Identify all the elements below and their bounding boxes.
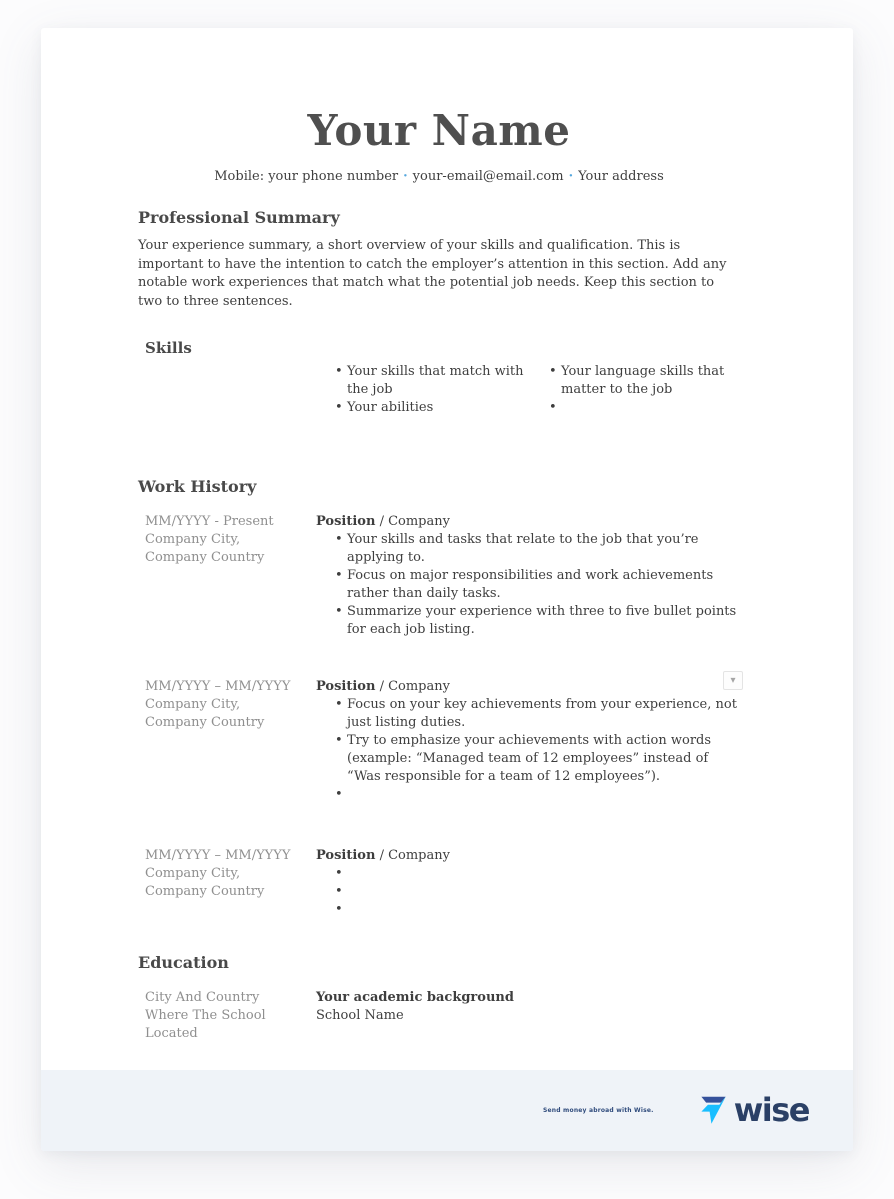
entry-position-line xyxy=(316,847,740,865)
section-title-education: Education xyxy=(138,953,229,972)
work-entry xyxy=(138,847,740,919)
skills-list-primary xyxy=(316,363,530,417)
resume-page xyxy=(41,28,853,1151)
contact-mobile: Mobile: your phone number xyxy=(214,169,399,184)
work-entry xyxy=(138,675,740,804)
bullet-item: • Summarize your experience with three to five bullet points for each job listing. xyxy=(347,603,740,639)
entry-bullets xyxy=(316,865,740,919)
contact-address: Your address xyxy=(578,169,664,184)
entry-position: Position xyxy=(316,514,376,529)
entry-dates: MM/YYYY – MM/YYYY xyxy=(145,848,291,863)
entry-location: Company City, Company Country xyxy=(145,697,265,730)
entry-position: Position xyxy=(316,679,376,694)
entry-location: Company City, Company Country xyxy=(145,532,265,565)
contact-separator-dot: · xyxy=(568,169,574,184)
bullet-item: • Try to emphasize your achievements with action words (example: “Managed team of 12 employees” instead of “Was responsible for a team of 12 employees”). xyxy=(347,732,740,786)
skills-item: • Your skills that match with the job xyxy=(347,363,530,399)
page-footer xyxy=(41,1070,853,1151)
contact-email: your-email@email.com xyxy=(412,169,564,184)
wise-wordmark: wise xyxy=(733,1091,809,1129)
education-location: City And Country Where The School Located xyxy=(145,990,266,1041)
education-entry xyxy=(138,989,740,1043)
bullet-item: • Focus on major responsibilities and work achievements rather than daily tasks. xyxy=(347,567,740,603)
resume-name: Your Name xyxy=(307,106,571,155)
section-title-skills: Skills xyxy=(145,339,192,357)
resume-content xyxy=(41,28,853,1070)
skills-spacer xyxy=(138,363,316,417)
wise-flag-icon xyxy=(694,1091,732,1129)
entry-company: / Company xyxy=(379,848,450,863)
entry-location: Company City, Company Country xyxy=(145,866,265,899)
footer-tagline: Send money abroad with Wise. xyxy=(543,1107,654,1114)
skills-list-secondary xyxy=(530,363,740,417)
section-title-work-history: Work History xyxy=(138,477,257,496)
entry-bullets xyxy=(316,531,740,639)
bullet-item xyxy=(347,901,740,919)
skills-item xyxy=(561,399,740,417)
entry-dates: MM/YYYY – MM/YYYY xyxy=(145,679,291,694)
education-school: School Name xyxy=(316,1008,404,1023)
wise-logo xyxy=(694,1091,809,1129)
entry-position: Position xyxy=(316,848,376,863)
section-title-professional-summary: Professional Summary xyxy=(138,208,340,227)
skills-item: • Your abilities xyxy=(347,399,530,417)
skills-item: • Your language skills that matter to the job xyxy=(561,363,740,399)
entry-position-line xyxy=(316,678,740,696)
bullet-item xyxy=(347,865,740,883)
contact-line xyxy=(138,168,740,186)
education-degree: Your academic background xyxy=(316,990,514,1005)
bullet-item: • Focus on your key achievements from your experience, not just listing duties. xyxy=(347,696,740,732)
dropdown-icon[interactable]: ▾ xyxy=(723,671,743,690)
entry-bullets xyxy=(316,696,740,804)
entry-company: / Company xyxy=(379,514,450,529)
bullet-item xyxy=(347,786,740,804)
summary-paragraph: Your experience summary, a short overview of your skills and qualification. This is important to have the intention to catch the employer’s attention in this section. Add any notable work experiences that match what the potential job needs. Keep this section to two to three sentences. xyxy=(138,238,727,309)
entry-company: / Company xyxy=(379,679,450,694)
bullet-item: • Your skills and tasks that relate to the job that you’re applying to. xyxy=(347,531,740,567)
skills-section xyxy=(138,363,740,417)
bullet-item xyxy=(347,883,740,901)
entry-dates: MM/YYYY - Present xyxy=(145,514,274,529)
entry-position-line xyxy=(316,513,740,531)
work-entry xyxy=(138,513,740,639)
contact-separator-dot: · xyxy=(403,169,408,184)
